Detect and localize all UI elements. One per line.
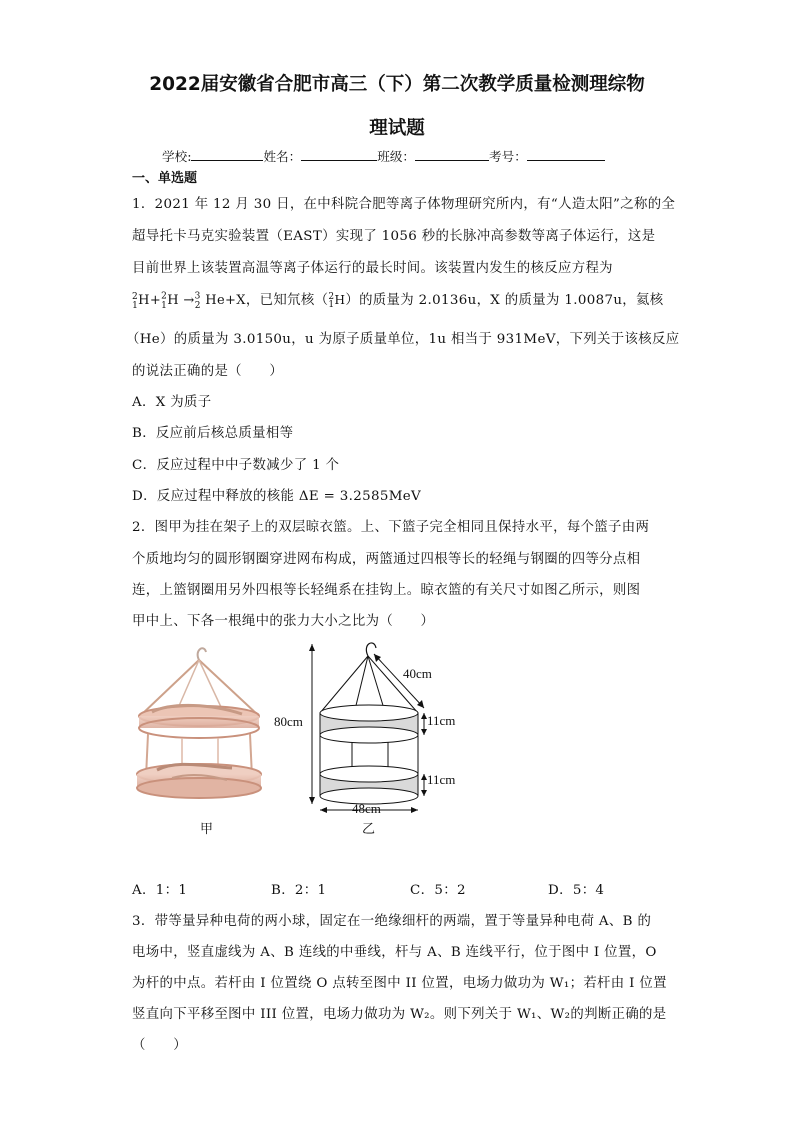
- q1-line: 的说法正确的是（ ）: [132, 364, 284, 379]
- q2-option-c: C．5：2: [410, 883, 466, 898]
- figure-yi-label: 乙: [362, 821, 376, 836]
- q1-option-b: B．反应前后核总质量相等: [132, 426, 294, 441]
- school-label: 学校:: [162, 149, 192, 164]
- nuclear-equation: $^2_1$H+$^2_1$H →$^3_2$ He+X: [132, 291, 246, 311]
- name-label: 姓名：: [263, 149, 302, 164]
- q1-eq-text: ，已知氘核（: [245, 293, 329, 308]
- id-label: 考号：: [489, 149, 527, 164]
- q2-line: 连，上篮钢圈用另外四根等长轻绳系在挂钩上。晾衣篮的有关尺寸如图乙所示，则图: [132, 583, 641, 598]
- q2-line: 2．图甲为挂在架子上的双层晾衣篮。上、下篮子完全相同且保持水平，每个篮子由两: [132, 520, 650, 535]
- q1-line: 1．2021 年 12 月 30 日，在中科院合肥等离子体物理研究所内，有“人造太阳”之称的全: [132, 197, 676, 212]
- q1-option-a: A．X 为质子: [132, 395, 212, 410]
- name-blank: [301, 148, 377, 161]
- q1-line: 目前世界上该装置高温等离子体运行的最长时间。该装置内发生的核反应方程为: [132, 261, 613, 276]
- page-title-line2: 理试题: [369, 118, 425, 139]
- q3-line: （ ）: [132, 1038, 187, 1053]
- label-11cm-lower: 11cm: [427, 772, 456, 787]
- class-blank: [415, 148, 489, 161]
- student-info-row: [162, 146, 605, 165]
- laundry-basket-photo: [132, 642, 267, 810]
- q1-line: 超导托卡马克实验装置（EAST）实现了 1056 秒的长脉冲高参数等离子体运行，这是: [132, 229, 656, 244]
- q3-line: 3．带等量异种电荷的两小球，固定在一绝缘细杆的两端，置于等量异种电荷 A、B 的: [132, 914, 652, 929]
- label-80cm: 80cm: [274, 714, 303, 729]
- q2-line: 个质地均匀的圆形钢圈穿进网布构成，两篮通过四根等长的轻绳与钢圈的四等分点相: [132, 552, 641, 567]
- section-heading: 一、单选题: [132, 171, 198, 186]
- q1-option-d: D．反应过程中释放的核能 ΔE = 3.2585MeV: [132, 489, 422, 504]
- q3-line: 电场中，竖直虚线为 A、B 连线的中垂线，杆与 A、B 连线平行，位于图中 I 位置，O: [132, 945, 657, 960]
- q1-option-c: C．反应过程中中子数减少了 1 个: [132, 458, 340, 473]
- label-48cm: 48cm: [352, 801, 381, 816]
- q1-equation-line: [132, 289, 664, 311]
- q3-line: 为杆的中点。若杆由 I 位置绕 O 点转至图中 II 位置，电场力做功为 W₁；若杆由 I 位置: [132, 976, 667, 991]
- figure-jia-label: 甲: [200, 821, 214, 836]
- q2-option-d: D．5：4: [548, 883, 605, 898]
- q1-eq-text2: ）的质量为 2.0136u，X 的质量为 1.0087u，氦核: [345, 293, 664, 308]
- q2-option-a: A．1：1: [132, 883, 188, 898]
- page-title: 2022届安徽省合肥市高三（下）第二次教学质量检测理综物: [149, 74, 645, 95]
- q3-line: 竖直向下平移至图中 III 位置，电场力做功为 W₂。则下列关于 W₁、W₂的判断正确的是: [132, 1007, 667, 1022]
- label-40cm: 40cm: [403, 666, 432, 681]
- label-11cm-upper: 11cm: [427, 713, 456, 728]
- deuterium-symbol: $^2_1$H: [328, 292, 346, 311]
- q2-option-b: B．2：1: [271, 883, 327, 898]
- id-blank: [527, 148, 605, 161]
- school-blank: [191, 148, 263, 161]
- q1-line: （He）的质量为 3.0150u，u 为原子质量单位，1u 相当于 931MeV，下列关于该核反应: [126, 332, 680, 347]
- class-label: 班级：: [377, 149, 415, 164]
- q2-line: 甲中上、下各一根绳中的张力大小之比为（ ）: [132, 614, 435, 629]
